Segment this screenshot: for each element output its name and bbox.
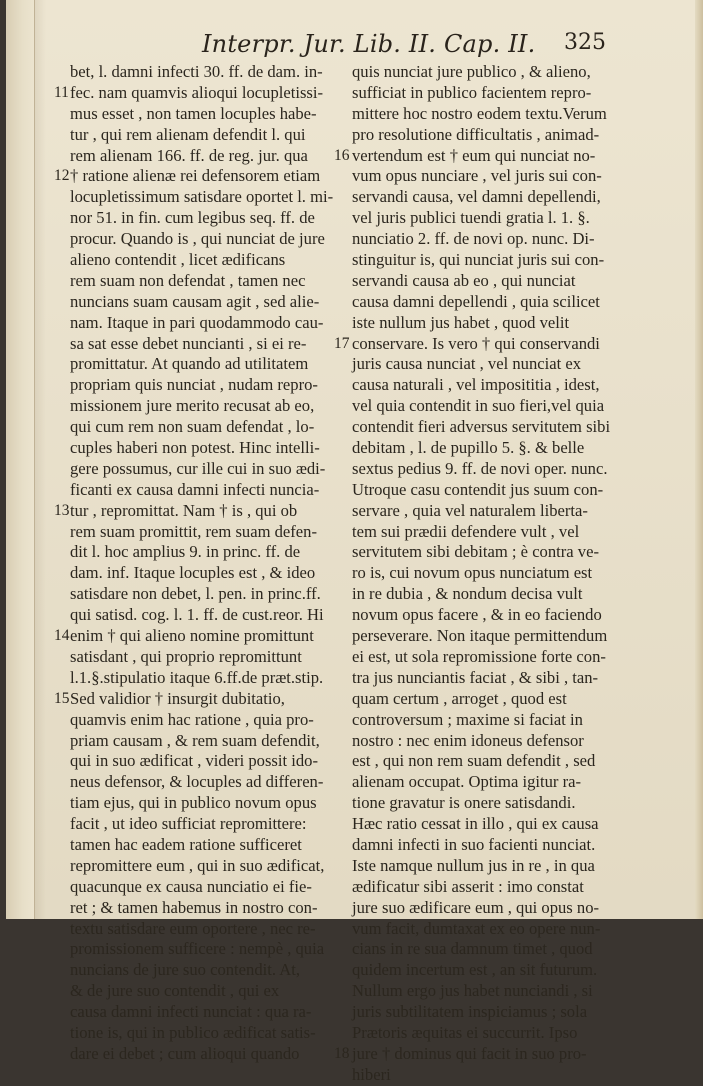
line-text: Prætoris æquitas ei succurrit. Ipso <box>352 1022 578 1042</box>
line-text: tra jus nunciantis faciat , & sibi , tan- <box>352 667 599 687</box>
text-line <box>70 375 338 396</box>
text-line <box>70 1002 338 1023</box>
line-text: tur , qui rem alienam defendit l. qui <box>70 124 306 144</box>
margin-number: 18 <box>334 1044 350 1062</box>
text-line <box>352 1065 624 1086</box>
text-line <box>70 981 338 1002</box>
line-text: tamen hac eadem ratione sufficeret <box>70 834 302 854</box>
line-text: servandi causa, vel damni depellendi, <box>352 187 601 207</box>
line-text: nunciatio 2. ff. de novi op. nunc. Di- <box>352 229 595 249</box>
text-line <box>70 271 338 292</box>
text-line <box>352 396 624 417</box>
line-text: satisdare non debet, l. pen. in princ.ff. <box>70 584 321 604</box>
line-text: juris causa nunciat , vel nunciat ex <box>352 354 582 374</box>
line-text: rem suam non defendat , tamen nec <box>70 270 306 290</box>
right-column <box>334 62 624 1086</box>
text-line <box>70 939 338 960</box>
margin-number: 13 <box>54 501 70 519</box>
line-text: † ratione alienæ rei defensorem etiam <box>70 166 321 186</box>
line-text: stinguitur is, qui nunciat juris sui con- <box>352 250 605 270</box>
text-line <box>54 166 338 187</box>
text-line <box>352 981 624 1002</box>
line-text: iste nullum jus habet , quod velit <box>352 312 570 332</box>
text-line <box>352 793 624 814</box>
line-text: novum opus facere , & in eo faciendo <box>352 605 602 625</box>
text-line <box>334 1043 624 1065</box>
line-text: procur. Quando is , qui nunciat de jure <box>70 229 325 249</box>
text-line <box>334 333 624 355</box>
line-text: textu satisdare eum oportere , nec re- <box>70 918 316 938</box>
text-line <box>70 313 338 334</box>
text-line <box>352 626 624 647</box>
line-text: ficanti ex causa damni infecti nuncia- <box>70 479 320 499</box>
text-line <box>352 710 624 731</box>
line-text: dare ei debet ; cum alioqui quando <box>70 1043 300 1063</box>
line-text: promissionem sufficere : nempè , quia <box>70 939 325 959</box>
line-text: quacunque ex causa nunciatio ei fie- <box>70 876 312 896</box>
line-text: causa damni infecti nunciat : qua ra- <box>70 1002 312 1022</box>
line-text: enim † qui alieno nomine promittunt <box>70 626 314 646</box>
text-line <box>70 125 338 146</box>
text-line <box>54 82 338 104</box>
text-line <box>334 145 624 167</box>
text-line <box>70 668 338 689</box>
margin-number: 11 <box>54 83 69 101</box>
line-text: tur , repromittat. Nam † is , qui ob <box>70 500 298 520</box>
text-line <box>352 250 624 271</box>
line-text: facit , ut ideo sufficiat repromittere: <box>70 814 307 834</box>
line-text: neus defensor, & locuples ad differen- <box>70 772 324 792</box>
text-line <box>70 146 338 167</box>
line-text: sufficiat in publico facientem repro- <box>352 82 592 102</box>
line-text: contendit fieri adversus servitutem sibi <box>352 417 611 437</box>
line-text: l.1.§.stipulatio itaque 6.ff.de præt.stip. <box>70 667 324 687</box>
margin-number: 14 <box>54 627 70 645</box>
text-line <box>352 1023 624 1044</box>
line-text: fec. nam quamvis alioqui locupletissi- <box>70 82 323 102</box>
text-line <box>70 710 338 731</box>
line-text: quamvis enim hac ratione , quia pro- <box>70 709 314 729</box>
line-text: causa damni depellendi , quia scilicet <box>352 291 600 311</box>
line-text: Nullum ergo jus habet nunciandi , si <box>352 981 593 1001</box>
line-text: cians in re sua damnum timet , quod <box>352 939 593 959</box>
running-head: Interpr. Jur. Lib. II. Cap. II. <box>202 30 536 58</box>
line-text: qui satisd. cog. l. 1. ff. de cust.reor. Hi <box>70 605 324 625</box>
text-line <box>54 626 338 647</box>
line-text: locupletissimum satisdare oportet l. mi- <box>70 187 334 207</box>
text-line <box>352 62 624 83</box>
line-text: nor 51. in fin. cum legibus seq. ff. de <box>70 208 315 228</box>
text-line <box>352 1002 624 1023</box>
line-text: qui cum rem non suam defendat , lo- <box>70 417 315 437</box>
line-text: alienam occupat. Optima igitur ra- <box>352 772 581 792</box>
text-line <box>352 208 624 229</box>
line-text: bet, l. damni infecti 30. ff. de dam. in- <box>70 62 323 81</box>
page-header <box>156 30 696 64</box>
text-line <box>352 313 624 334</box>
text-line <box>70 62 338 83</box>
text-line <box>352 292 624 313</box>
line-text: mittere hoc nostro eodem textu.Verum <box>352 103 607 123</box>
text-line <box>352 438 624 459</box>
text-line <box>352 125 624 146</box>
line-text: priam causam , & rem suam defendit, <box>70 730 320 750</box>
line-text: Sed validior † insurgit dubitatio, <box>70 688 285 708</box>
text-line <box>352 354 624 375</box>
text-line <box>70 605 338 626</box>
line-text: pro resolutione difficultatis , animad- <box>352 124 600 144</box>
text-line <box>70 396 338 417</box>
line-text: sextus pedius 9. ff. de novi oper. nunc. <box>352 458 608 478</box>
line-text: quis nunciat jure publico , & alieno, <box>352 62 591 81</box>
text-line <box>352 271 624 292</box>
line-text: hiberi <box>352 1064 391 1084</box>
text-line <box>352 835 624 856</box>
text-line <box>352 751 624 772</box>
line-text: causa naturali , vel imposititia , idest, <box>352 375 600 395</box>
text-line <box>70 1023 338 1044</box>
left-column <box>54 62 338 1065</box>
line-text: tiam ejus, qui in publico novum opus <box>70 793 317 813</box>
page-gutter <box>6 0 35 919</box>
line-text: tione gravatur is onere satisdandi. <box>352 793 576 813</box>
line-text: vel juris publici tuendi gratia l. 1. §. <box>352 208 590 228</box>
line-text: controversum ; maxime si faciat in <box>352 709 583 729</box>
line-text: qui in suo ædificat , videri possit ido- <box>70 751 318 771</box>
text-line <box>352 877 624 898</box>
line-text: sa sat esse debet nuncianti , si ei re- <box>70 333 307 353</box>
text-line <box>352 83 624 104</box>
line-text: juris subtilitatem inspiciamus ; sola <box>352 1002 588 1022</box>
text-line <box>352 856 624 877</box>
text-line <box>70 772 338 793</box>
text-line <box>352 501 624 522</box>
text-line <box>70 898 338 919</box>
line-text: quidem incertum est , an sit futurum. <box>352 960 598 980</box>
line-text: ei est, ut sola repromissione forte con- <box>352 646 606 666</box>
line-text: servitutem sibi debitam ; è contra ve- <box>352 542 599 562</box>
line-text: servandi causa ab eo , qui nunciat <box>352 270 576 290</box>
line-text: promittatur. At quando ad utilitatem <box>70 354 309 374</box>
line-text: nam. Itaque in pari quodammodo cau- <box>70 312 324 332</box>
text-line <box>352 647 624 668</box>
text-line <box>352 563 624 584</box>
text-line <box>70 1044 338 1065</box>
text-line <box>70 960 338 981</box>
line-text: Utroque casu contendit jus suum con- <box>352 479 604 499</box>
text-line <box>352 166 624 187</box>
line-text: damni infecti in suo facienti nunciat. <box>352 834 596 854</box>
text-line <box>54 688 338 710</box>
text-line <box>70 459 338 480</box>
text-line <box>352 772 624 793</box>
text-line <box>352 229 624 250</box>
text-line <box>352 480 624 501</box>
line-text: dit l. hoc amplius 9. in princ. ff. de <box>70 542 301 562</box>
line-text: quam certum , arroget , quod est <box>352 688 567 708</box>
line-text: repromittere eum , qui in suo ædificat, <box>70 855 325 875</box>
line-text: Iste namque nullum jus in re , in qua <box>352 855 595 875</box>
text-line <box>352 605 624 626</box>
line-text: debitam , l. de pupillo 5. §. & belle <box>352 438 585 458</box>
margin-number: 12 <box>54 167 70 185</box>
text-line <box>352 898 624 919</box>
line-text: vertendum est † eum qui nunciat no- <box>352 145 596 165</box>
line-text: perseverare. Non itaque permittendum <box>352 626 608 646</box>
text-line <box>70 250 338 271</box>
line-text: rem alienam 166. ff. de reg. jur. qua <box>70 145 308 165</box>
line-text: ret ; & tamen habemus in nostro con- <box>70 897 318 917</box>
text-line <box>352 522 624 543</box>
text-line <box>352 417 624 438</box>
line-text: satisdant , qui proprio repromittunt <box>70 646 302 666</box>
text-line <box>352 584 624 605</box>
line-text: & de jure suo contendit , qui ex <box>70 981 280 1001</box>
line-text: est , qui non rem suam defendit , sed <box>352 751 596 771</box>
text-line <box>70 731 338 752</box>
text-line <box>70 292 338 313</box>
text-line <box>352 960 624 981</box>
line-text: ro is, cui novum opus nunciatum est <box>352 563 593 583</box>
text-line <box>352 731 624 752</box>
text-line <box>352 814 624 835</box>
text-line <box>352 187 624 208</box>
text-line <box>70 187 338 208</box>
line-text: tem sui prædii defendere vult , vel <box>352 521 580 541</box>
line-text: nostro : nec enim idoneus defensor <box>352 730 584 750</box>
line-text: nuncians suam causam agit , sed alie- <box>70 291 320 311</box>
line-text: alieno contendit , licet ædificans <box>70 250 286 270</box>
margin-number: 17 <box>334 334 350 352</box>
page-edge <box>695 0 703 919</box>
text-line <box>70 229 338 250</box>
text-line <box>70 647 338 668</box>
line-text: in re dubia , & nondum decisa vult <box>352 584 583 604</box>
text-line <box>70 208 338 229</box>
line-text: missionem jure merito recusat ab eo, <box>70 396 315 416</box>
line-text: dam. inf. Itaque locuples est , & ideo <box>70 563 316 583</box>
line-text: ædificatur sibi asserit : imo constat <box>352 876 584 896</box>
text-line <box>352 689 624 710</box>
text-line <box>70 480 338 501</box>
page-number: 325 <box>564 30 606 55</box>
text-line <box>70 334 338 355</box>
text-line <box>352 919 624 940</box>
line-text: jure † dominus qui facit in suo pro- <box>352 1043 587 1063</box>
text-line <box>70 793 338 814</box>
text-line <box>352 375 624 396</box>
text-line <box>70 542 338 563</box>
line-text: mus esset , non tamen locuples habe- <box>70 103 317 123</box>
line-text: vum opus nunciare , vel juris sui con- <box>352 166 602 186</box>
text-line <box>352 459 624 480</box>
text-line <box>70 751 338 772</box>
text-line <box>70 835 338 856</box>
line-text: conservare. Is vero † qui conservandi <box>352 333 600 353</box>
text-line <box>70 438 338 459</box>
text-line <box>70 563 338 584</box>
line-text: nuncians de jure suo contendit. At, <box>70 960 300 980</box>
text-line <box>70 877 338 898</box>
text-line <box>70 522 338 543</box>
text-line <box>352 104 624 125</box>
text-line <box>70 919 338 940</box>
line-text: gere possumus, cur ille cui in suo ædi- <box>70 458 326 478</box>
text-line <box>70 104 338 125</box>
text-line <box>70 856 338 877</box>
text-line <box>352 542 624 563</box>
line-text: propriam quis nunciat , nudam repro- <box>70 375 318 395</box>
text-line <box>70 584 338 605</box>
book-page <box>6 0 703 1084</box>
text-line <box>70 814 338 835</box>
text-line <box>352 939 624 960</box>
line-text: vum facit, dumtaxat ex eo opere nun- <box>352 918 601 938</box>
line-text: servare , quia vel naturalem liberta- <box>352 500 588 520</box>
line-text: Hæc ratio cessat in illo , qui ex causa <box>352 814 599 834</box>
text-line <box>70 354 338 375</box>
text-line <box>70 417 338 438</box>
margin-number: 15 <box>54 689 70 707</box>
text-line <box>54 500 338 522</box>
line-text: cuples haberi non potest. Hinc intelli- <box>70 438 320 458</box>
line-text: rem suam promittit, rem suam defen- <box>70 521 317 541</box>
margin-number: 16 <box>334 146 350 164</box>
text-line <box>352 668 624 689</box>
line-text: vel quia contendit in suo fieri,vel quia <box>352 396 605 416</box>
line-text: tione is, qui in publico ædificat satis- <box>70 1022 316 1042</box>
line-text: jure suo ædificare eum , qui opus no- <box>352 897 600 917</box>
